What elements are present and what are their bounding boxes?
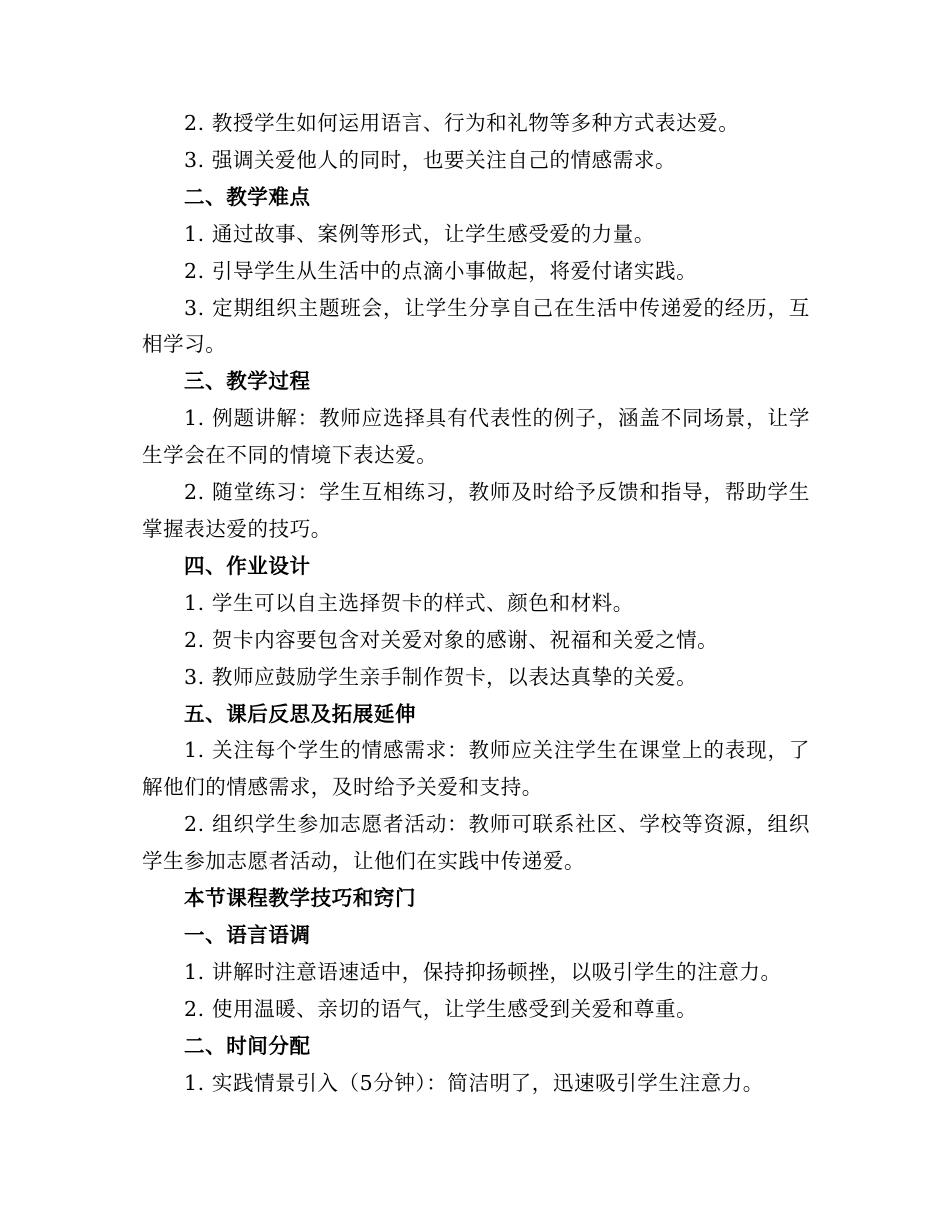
document-page xyxy=(142,105,810,1101)
paragraph: 2. 随堂练习：学生互相练习，教师及时给予反馈和指导，帮助学生掌握表达爱的技巧。 xyxy=(142,480,810,541)
section-heading: 三、教学过程 xyxy=(184,369,311,394)
paragraph: 3. 定期组织主题班会，让学生分享自己在生活中传递爱的经历，互相学习。 xyxy=(142,295,810,357)
section-heading: 五、课后反思及拓展延伸 xyxy=(184,701,417,726)
paragraph: 2. 组织学生参加志愿者活动：教师可联系社区、学校等资源，组织学生参加志愿者活动，让他们在实践中传递爱。 xyxy=(142,812,810,874)
paragraph: 3. 教师应鼓励学生亲手制作贺卡，以表达真挚的关爱。 xyxy=(184,664,698,689)
section-heading: 一、语言语调 xyxy=(184,922,311,947)
section-heading: 二、教学难点 xyxy=(184,184,311,209)
paragraph: 3. 强调关爱他人的同时，也要关注自己的情感需求。 xyxy=(184,147,677,172)
paragraph: 1. 学生可以自主选择贺卡的样式、颜色和材料。 xyxy=(184,590,634,615)
paragraph: 2. 教授学生如何运用语言、行为和礼物等多种方式表达爱。 xyxy=(184,111,740,135)
paragraph: 1. 实践情景引入（5分钟）：简洁明了，迅速吸引学生注意力。 xyxy=(184,1070,764,1095)
paragraph: 1. 例题讲解：教师应选择具有代表性的例子，涵盖不同场景，让学生学会在不同的情境下表达爱。 xyxy=(142,406,810,468)
paragraph: 2. 引导学生从生活中的点滴小事做起，将爱付诸实践。 xyxy=(184,258,698,283)
section-heading: 本节课程教学技巧和窍门 xyxy=(184,886,417,911)
paragraph: 1. 讲解时注意语速适中，保持抑扬顿挫，以吸引学生的注意力。 xyxy=(184,959,782,984)
section-heading: 四、作业设计 xyxy=(184,553,311,578)
section-heading: 二、时间分配 xyxy=(184,1033,311,1058)
paragraph: 2. 使用温暖、亲切的语气，让学生感受到关爱和尊重。 xyxy=(184,996,698,1021)
paragraph: 1. 关注每个学生的情感需求：教师应关注学生在课堂上的表现，了解他们的情感需求，及时给予关爱和支持。 xyxy=(142,738,810,800)
paragraph: 2. 贺卡内容要包含对关爱对象的感谢、祝福和关爱之情。 xyxy=(184,627,719,652)
paragraph: 1. 通过故事、案例等形式，让学生感受爱的力量。 xyxy=(184,221,655,246)
